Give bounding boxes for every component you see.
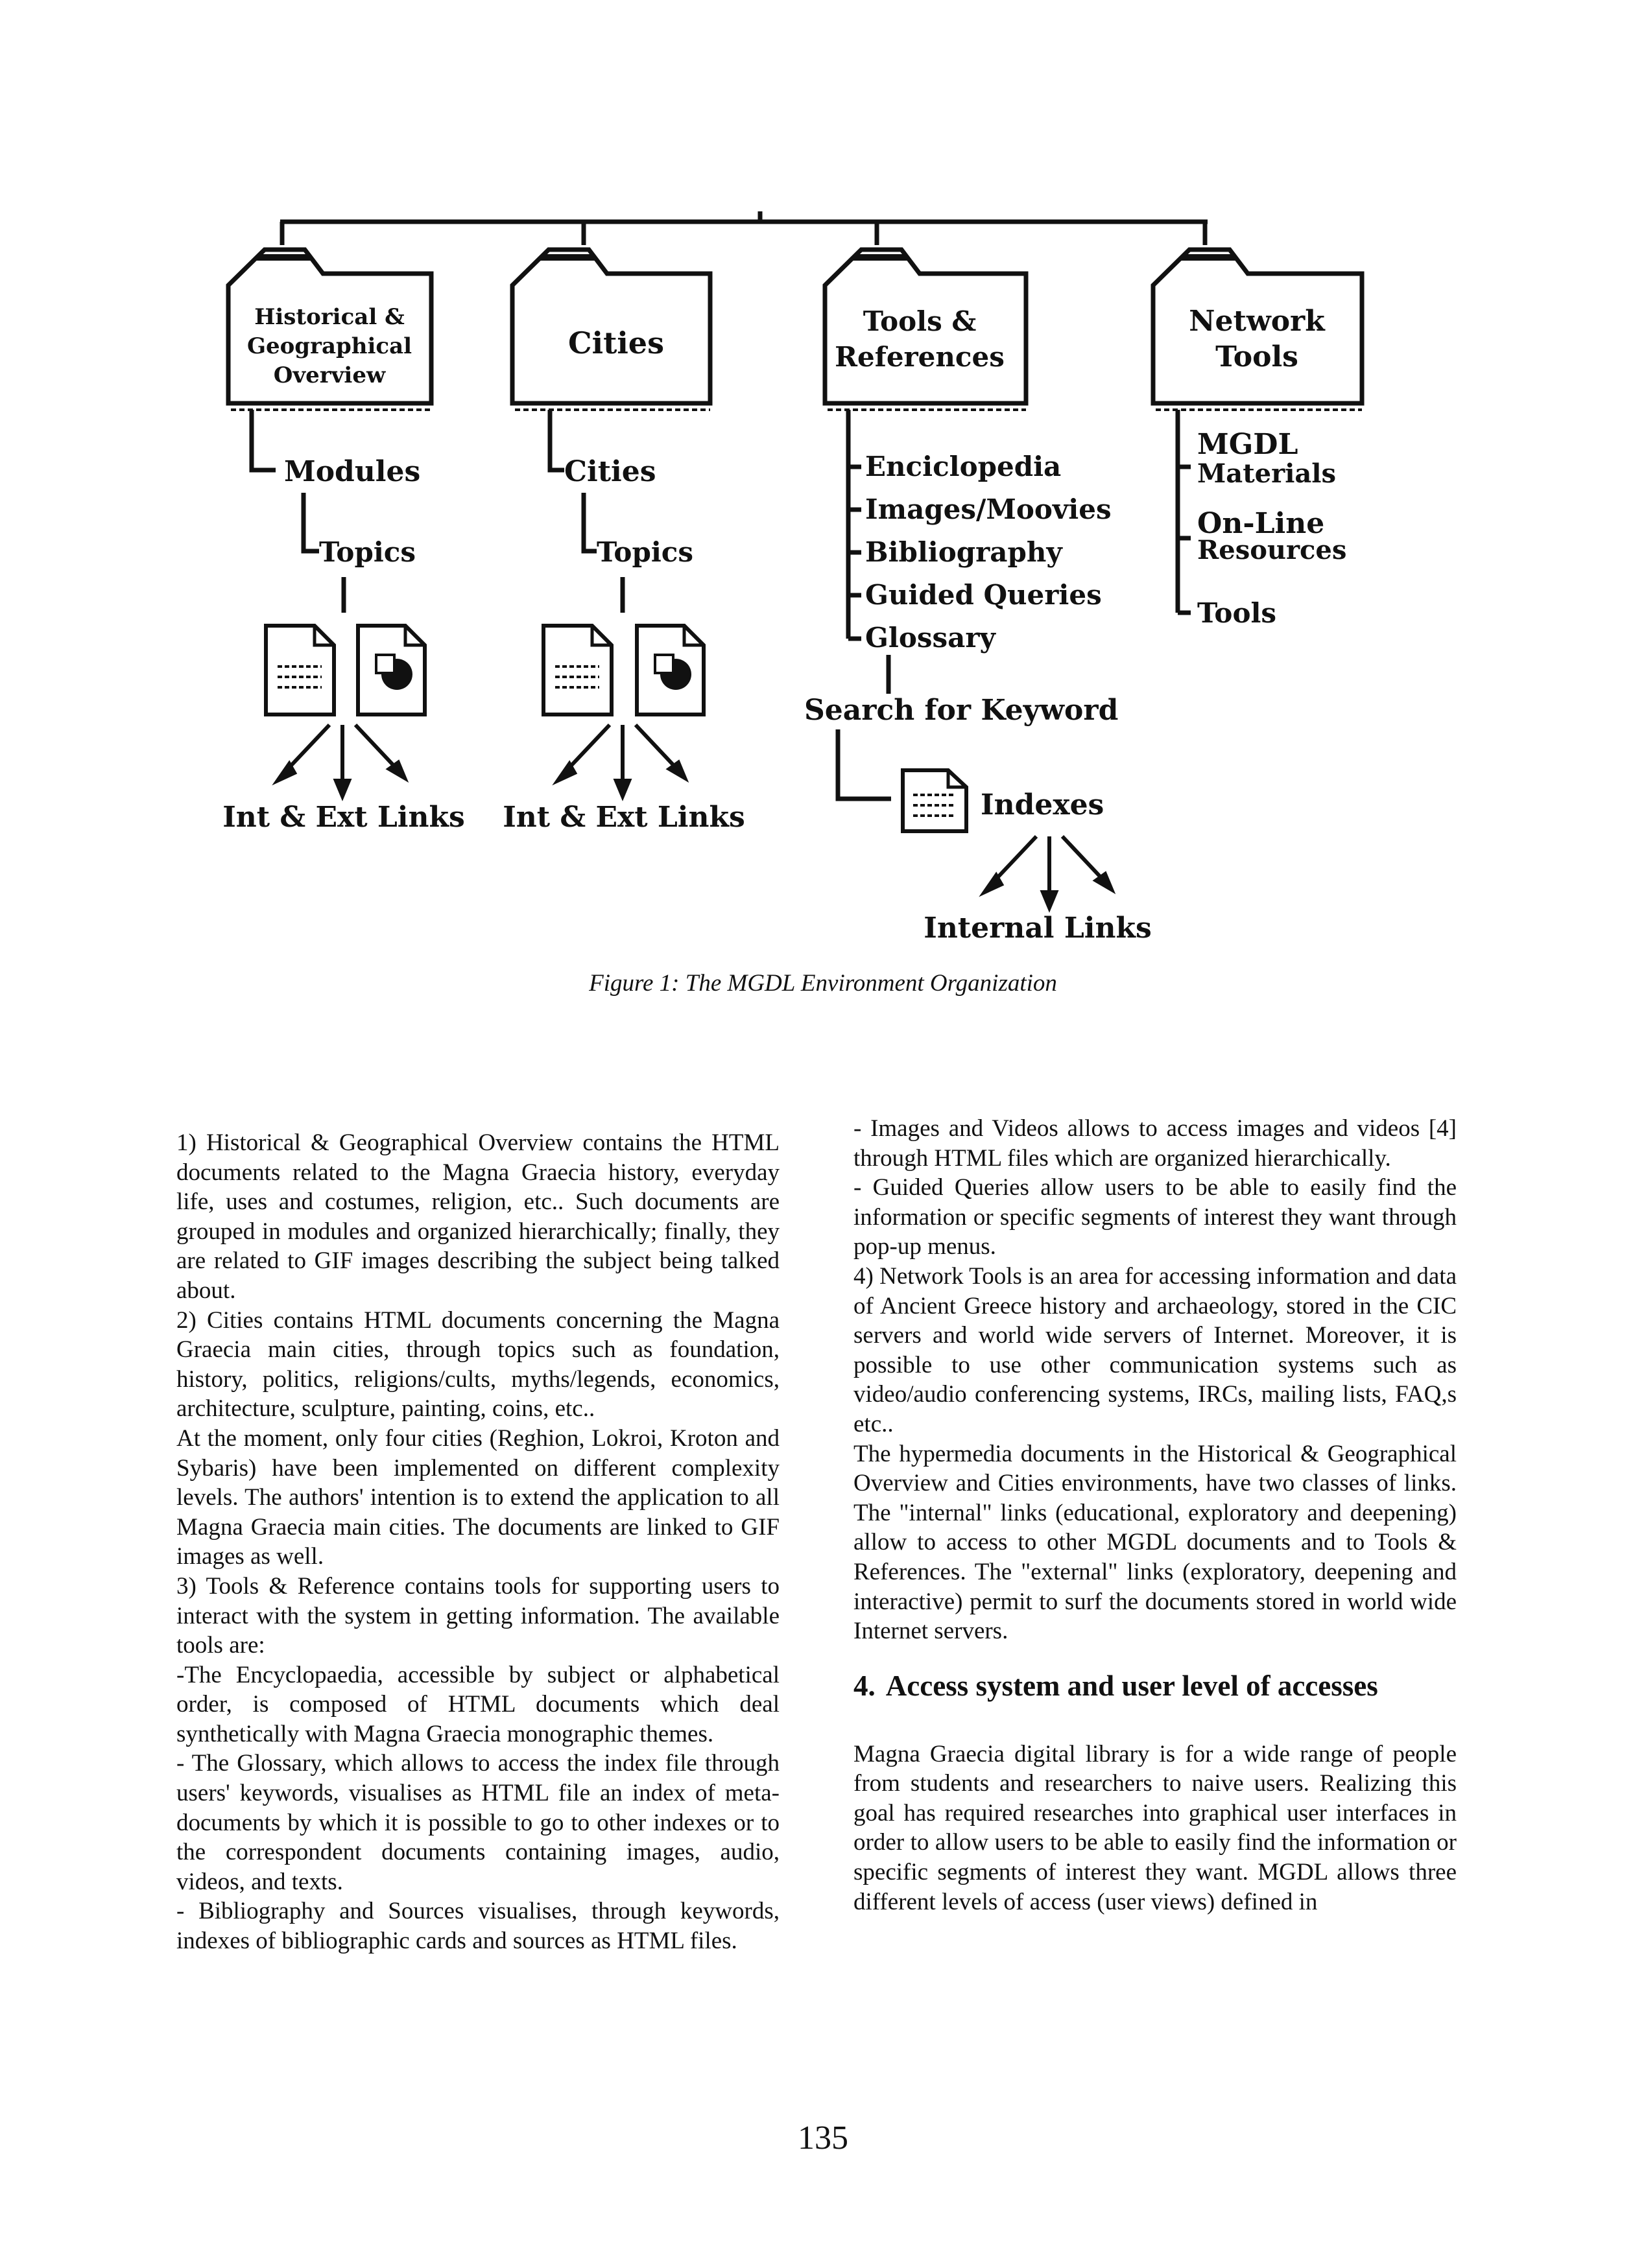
link-arrows-icon	[984, 836, 1112, 908]
link-arrows-icon	[278, 725, 405, 796]
internal-links-label: Internal Links	[924, 912, 1152, 945]
tool-item-images-movies: Images/Moovies	[865, 493, 1112, 525]
paragraph: - Images and Videos allows to access images and videos [4] through HTML files which are organized hierarchically.	[853, 1115, 1457, 1172]
folder-cities	[512, 250, 710, 410]
folder-network-tools	[1153, 250, 1362, 410]
cities-links-label: Int & Ext Links	[503, 801, 745, 834]
paragraph: 3) Tools & Reference contains tools for supporting users to interact with the system in getting information. The available tools are:	[176, 1572, 780, 1659]
paragraph: 1) Historical & Geographical Overview contains the HTML documents related to the Magna Graecia history, everyday life, uses and costumes, religion, etc.. Such documents are grouped in modules and organized hierarchically; finally, they are related to GIF images describing the subject being talked about.	[176, 1129, 780, 1304]
folder-label-line: Cities	[568, 325, 664, 360]
paragraph: At the moment, only four cities (Reghion, Lokroi, Kroton and Sybaris) have been implemented on different complexity levels. The authors' intention is to extend the application to all Magna Graecia main cities. The documents are linked to GIF images as well.	[176, 1424, 780, 1570]
folder-tools-references	[825, 250, 1026, 410]
html-document-icon	[543, 626, 612, 715]
indexes-label: Indexes	[981, 788, 1104, 821]
paragraph: The hypermedia documents in the Historical & Geographical Overview and Cities environments, have two classes of links. The "internal" links (educational, exploratory and deepening) allow to access to other MGDL documents and to Tools & References. The "external" links (exploratory, deepening and interactive) permit to surf the documents stored in world wide Internet servers.	[853, 1440, 1457, 1645]
page-number: 135	[798, 2120, 848, 2156]
folder-label-line: Overview	[273, 362, 386, 388]
folder-label-line: Historical &	[254, 304, 405, 330]
folder-label-line: References	[835, 341, 1005, 373]
left-column	[176, 1128, 780, 1956]
gif-image-icon	[637, 626, 704, 715]
folder-label-line: Tools &	[863, 305, 977, 337]
network-item-tools: Tools	[1197, 597, 1277, 629]
network-item-online-line: Resources	[1197, 535, 1347, 565]
network-item-mgdl-line: MGDL	[1197, 428, 1298, 461]
tool-item-guided-queries: Guided Queries	[865, 579, 1102, 611]
html-document-icon	[266, 626, 334, 715]
folder-label-line: Geographical	[246, 333, 412, 359]
tool-item-glossary: Glossary	[865, 622, 996, 654]
network-item-mgdl-line: Materials	[1197, 458, 1337, 489]
historical-topics-label: Topics	[319, 536, 416, 568]
gif-image-icon	[358, 626, 425, 715]
index-document-icon	[903, 770, 966, 831]
paragraph: 4) Network Tools is an area for accessing information and data of Ancient Greece history and archaeology, stored in the CIC servers and world wide servers of Internet. Moreover, it is possible to use other communication systems such as video/audio conferencing systems, IRCs, mailing lists, FAQ,s etc..	[853, 1262, 1457, 1437]
paragraph: - Bibliography and Sources visualises, through keywords, indexes of bibliographic cards and sources as HTML files.	[176, 1898, 780, 1955]
tool-item-encyclopedia: Enciclopedia	[865, 451, 1062, 482]
tool-item-bibliography: Bibliography	[865, 536, 1062, 568]
paragraph: - The Glossary, which allows to access the index file through users' keywords, visualises as HTML file an index of meta-documents by which it is possible to go to other indexes or to the correspondent documents containing images, audio, videos, and texts.	[176, 1750, 780, 1895]
section-number: 4.	[853, 1669, 876, 1702]
paragraph: 2) Cities contains HTML documents concerning the Magna Graecia main cities, through topics such as foundation, history, politics, religions/cults, myths/legends, economics, architecture, sculpture, painting, coins, etc..	[176, 1306, 780, 1423]
cities-sub-label: Cities	[564, 455, 656, 488]
paragraph: - Guided Queries allow users to be able to easily find the information or specific segments of interest they want through pop-up menus.	[853, 1174, 1457, 1260]
cities-topics-label: Topics	[597, 536, 693, 568]
historical-links-label: Int & Ext Links	[222, 801, 465, 834]
section-heading	[853, 1666, 1457, 1706]
section-title: Access system and user level of accesses	[885, 1669, 1378, 1702]
modules-label: Modules	[284, 455, 421, 488]
right-column	[853, 1114, 1457, 1917]
network-item-online-line: On-Line	[1197, 507, 1325, 540]
paragraph: Magna Graecia digital library is for a wide range of people from students and researchers to naive users. Realizing this goal has required researches into graphical user interfaces in order to allow users to be able to easily find the information or specific segments of interest they want. MGDL allows three different levels of access (user views) defined in	[853, 1740, 1457, 1915]
folder-label-line: Tools	[1215, 340, 1298, 373]
folder-historical-geographical-overview	[228, 250, 431, 410]
paragraph: -The Encyclopaedia, accessible by subject or alphabetical order, is composed of HTML documents which deal synthetically with Magna Graecia monographic themes.	[176, 1661, 780, 1747]
mgdl-organization-diagram	[0, 0, 1646, 960]
search-keyword-label: Search for Keyword	[804, 694, 1119, 727]
figure-caption: Figure 1: The MGDL Environment Organization	[589, 970, 1057, 997]
folder-label-line: Network	[1189, 305, 1325, 338]
link-arrows-icon	[558, 725, 685, 796]
